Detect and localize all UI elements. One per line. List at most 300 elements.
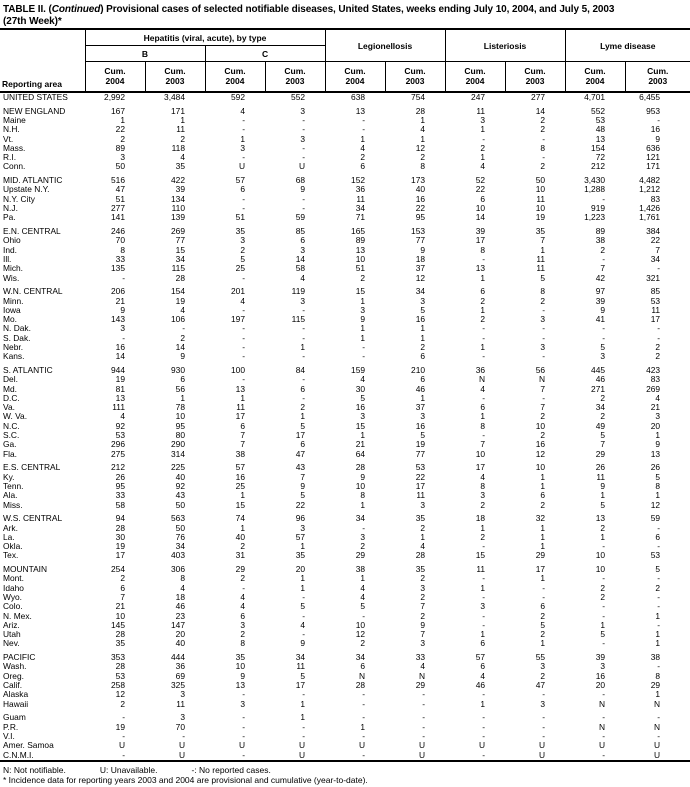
value-cell: 3	[540, 662, 546, 672]
value-cell: 201	[231, 287, 245, 297]
value-cell: 36	[475, 365, 486, 375]
table-row	[0, 431, 690, 440]
value-cell: 1	[420, 532, 426, 542]
table-row	[0, 681, 690, 690]
value-cell: -	[482, 592, 486, 602]
value-cell: 58	[115, 500, 125, 510]
value-cell: 2	[600, 583, 606, 593]
value-cell: -	[482, 611, 486, 621]
area-cell: Ariz.	[3, 620, 20, 630]
value-cell: 2	[120, 574, 125, 584]
value-cell: U	[598, 741, 606, 751]
value-cell: 1	[540, 472, 546, 482]
value-cell: -	[302, 115, 306, 125]
value-cell: -	[422, 731, 426, 741]
value-cell: 2	[540, 162, 546, 172]
value-cell: 17	[535, 565, 546, 575]
area-cell: Mass.	[3, 143, 26, 153]
value-cell: 6	[300, 384, 306, 394]
value-cell: 35	[235, 227, 245, 237]
area-cell: Kans.	[3, 352, 25, 362]
value-cell: U	[418, 750, 426, 760]
table-row	[0, 653, 690, 662]
value-cell: 15	[355, 421, 366, 431]
value-cell: -	[602, 690, 606, 700]
value-cell: 3	[360, 532, 366, 542]
table-row	[0, 662, 690, 671]
value-cell: -	[602, 731, 606, 741]
value-cell: 15	[235, 500, 245, 510]
value-cell: 51	[115, 194, 125, 204]
value-cell: 306	[171, 565, 185, 575]
table-row	[0, 473, 690, 482]
value-cell: 1	[360, 296, 366, 306]
value-cell: 5	[300, 421, 306, 431]
value-cell: 1	[480, 630, 486, 640]
value-cell: 34	[295, 653, 306, 663]
value-cell: 57	[475, 653, 486, 663]
value-cell: 11	[416, 491, 426, 501]
value-cell: 171	[171, 106, 185, 116]
value-cell: -	[657, 620, 661, 630]
value-cell: 42	[595, 273, 606, 283]
value-cell: -	[362, 523, 366, 533]
value-cell: 18	[175, 592, 185, 602]
value-cell: 4	[180, 583, 185, 593]
value-cell: 246	[111, 227, 125, 237]
value-cell: 21	[115, 296, 125, 306]
value-cell: 4	[480, 162, 486, 172]
area-cell: Minn.	[3, 296, 24, 306]
table-row	[0, 700, 690, 709]
value-cell: -	[657, 731, 661, 741]
header-cum-row	[0, 62, 690, 93]
value-cell: -	[362, 342, 366, 352]
area-cell: Utah	[3, 630, 21, 640]
value-cell: 84	[295, 365, 306, 375]
value-cell: 16	[115, 342, 125, 352]
value-cell: -	[302, 690, 306, 700]
value-cell: 247	[471, 92, 486, 102]
value-cell: 17	[415, 481, 426, 491]
value-cell: 9	[300, 481, 306, 491]
value-cell: 3	[120, 324, 125, 334]
value-cell: 19	[535, 213, 546, 223]
value-cell: 7	[120, 592, 125, 602]
value-cell: 6	[360, 662, 366, 672]
value-cell: -	[242, 690, 245, 700]
value-cell: 1	[300, 412, 306, 422]
value-cell: 29	[235, 565, 245, 575]
value-cell: 22	[295, 500, 306, 510]
value-cell: 33	[115, 491, 125, 501]
value-cell: 2	[360, 273, 366, 283]
column-header-cum-2004: Cum. 2004	[325, 62, 385, 93]
value-cell: 17	[235, 412, 245, 422]
value-cell: 5	[540, 273, 546, 283]
table-row	[0, 690, 690, 699]
value-cell: -	[302, 375, 306, 385]
value-cell: 4	[480, 472, 486, 482]
value-cell: 16	[595, 671, 606, 681]
value-cell: 121	[646, 153, 661, 163]
value-cell: 47	[115, 185, 125, 195]
value-cell: -	[542, 324, 546, 334]
value-cell: 83	[650, 194, 661, 204]
value-cell: 47	[535, 681, 546, 691]
value-cell: 57	[235, 463, 245, 473]
area-cell: S. ATLANTIC	[3, 365, 53, 375]
table-row	[0, 107, 690, 116]
value-cell: 944	[111, 365, 125, 375]
value-cell: 4	[480, 671, 486, 681]
value-cell: 173	[411, 176, 426, 186]
value-cell: 8	[420, 162, 426, 172]
value-cell: 3	[300, 523, 306, 533]
column-header-cum-2003: Cum. 2003	[145, 62, 205, 93]
value-cell: 1,288	[584, 185, 606, 195]
value-cell: N	[538, 375, 546, 385]
value-cell: 10	[535, 185, 546, 195]
value-cell: 4	[480, 384, 486, 394]
value-cell: 12	[415, 143, 426, 153]
value-cell: 4	[240, 296, 245, 306]
value-cell: -	[302, 393, 306, 403]
value-cell: 19	[175, 296, 185, 306]
value-cell: 7	[600, 264, 606, 274]
value-cell: N	[418, 671, 426, 681]
area-cell: Okla.	[3, 542, 23, 552]
value-cell: 6	[300, 236, 306, 246]
area-cell: Alaska	[3, 690, 29, 700]
value-cell: 1	[360, 134, 366, 144]
value-cell: 3	[600, 662, 606, 672]
value-cell: 16	[415, 194, 426, 204]
value-cell: 11	[296, 662, 306, 672]
value-cell: 11	[536, 254, 546, 264]
value-cell: 592	[231, 92, 245, 102]
value-cell: 17	[115, 551, 125, 561]
value-cell: 1	[480, 412, 486, 422]
value-cell: 20	[650, 421, 661, 431]
value-cell: 13	[355, 245, 366, 255]
footnote-incidence: * Incidence data for reporting years 2003 and 2004 are provisional and cumulative (year-to-date).	[3, 775, 368, 786]
footnote-unavailable: U: Unavailable.	[99, 764, 158, 775]
value-cell: -	[602, 333, 606, 343]
value-cell: U	[178, 750, 185, 760]
value-cell: 1	[240, 134, 245, 144]
value-cell: 1	[360, 500, 366, 510]
value-cell: 6	[480, 662, 486, 672]
value-cell: N	[653, 699, 661, 709]
value-cell: 3	[180, 713, 185, 723]
value-cell: 80	[175, 431, 185, 441]
value-cell: 1	[480, 273, 486, 283]
value-cell: -	[182, 731, 185, 741]
table-row	[0, 412, 690, 421]
value-cell: 21	[115, 602, 125, 612]
value-cell: 212	[591, 162, 606, 172]
value-cell: 422	[171, 176, 185, 186]
value-cell: 40	[415, 185, 426, 195]
value-cell: N	[478, 375, 486, 385]
value-cell: 9	[655, 440, 661, 450]
value-cell: 1,212	[639, 185, 661, 195]
value-cell: 51	[235, 213, 245, 223]
value-cell: 1	[420, 393, 426, 403]
value-cell: 10	[475, 449, 486, 459]
value-cell: -	[242, 731, 245, 741]
area-cell: La.	[3, 532, 15, 542]
value-cell: 33	[415, 653, 426, 663]
area-cell: R.I.	[3, 153, 17, 163]
value-cell: 2	[540, 412, 546, 422]
value-cell: -	[422, 690, 426, 700]
value-cell: -	[122, 333, 125, 343]
value-cell: -	[362, 713, 366, 723]
value-cell: 89	[595, 227, 606, 237]
value-cell: -	[122, 731, 125, 741]
value-cell: 4	[300, 273, 306, 283]
value-cell: -	[362, 115, 366, 125]
footnote-not-notifiable: N: Not notifiable.	[3, 764, 66, 775]
value-cell: 72	[595, 153, 606, 163]
value-cell: 20	[595, 681, 606, 691]
value-cell: 53	[115, 671, 125, 681]
value-cell: 9	[600, 481, 606, 491]
value-cell: -	[362, 750, 366, 760]
value-cell: 1	[655, 611, 661, 621]
value-cell: 3	[300, 134, 306, 144]
value-cell: 3	[540, 315, 546, 325]
value-cell: 70	[115, 236, 125, 246]
value-cell: 1	[540, 542, 546, 552]
value-cell: 9	[180, 352, 185, 362]
value-cell: 31	[235, 551, 245, 561]
value-cell: 4	[420, 662, 426, 672]
value-cell: 110	[171, 204, 185, 214]
value-cell: -	[657, 264, 661, 274]
value-cell: -	[482, 431, 486, 441]
value-cell: -	[422, 699, 426, 709]
disease-table	[0, 28, 690, 762]
area-cell: C.N.M.I.	[3, 750, 34, 760]
value-cell: 2	[300, 403, 306, 413]
column-group-listeriosis: Listeriosis	[445, 29, 565, 62]
area-cell: N.C.	[3, 421, 20, 431]
area-cell: Idaho	[3, 583, 24, 593]
value-cell: 6	[240, 421, 245, 431]
area-cell: NEW ENGLAND	[3, 106, 66, 116]
value-cell: -	[482, 574, 486, 584]
table-row	[0, 630, 690, 639]
value-cell: 10	[475, 204, 486, 214]
value-cell: 4	[360, 143, 366, 153]
value-cell: 17	[295, 431, 306, 441]
value-cell: 50	[535, 176, 546, 186]
value-cell: 92	[115, 421, 125, 431]
value-cell: 13	[475, 264, 486, 274]
area-cell: Ky.	[3, 472, 15, 482]
value-cell: -	[482, 254, 486, 264]
title-line1: TABLE II. (Continued) Provisional cases of selected notifiable diseases, United States, weeks ending July 10, 2004, and July 5, 2003	[3, 4, 615, 15]
value-cell: 2	[420, 611, 426, 621]
table-row	[0, 153, 690, 162]
value-cell: U	[178, 741, 185, 751]
value-cell: -	[182, 324, 185, 334]
value-cell: 2	[180, 134, 185, 144]
value-cell: 1	[655, 690, 661, 700]
value-cell: 1	[655, 630, 661, 640]
value-cell: 1	[480, 523, 486, 533]
value-cell: 2	[600, 412, 606, 422]
value-cell: 2	[540, 431, 546, 441]
value-cell: 59	[295, 213, 306, 223]
area-cell: Fla.	[3, 449, 17, 459]
value-cell: 8	[655, 671, 661, 681]
value-cell: 2	[360, 153, 366, 163]
value-cell: 2	[600, 592, 606, 602]
value-cell: 21	[650, 403, 661, 413]
value-cell: -	[657, 713, 661, 723]
value-cell: 8	[480, 245, 486, 255]
value-cell: 4	[180, 305, 185, 315]
area-cell: S. Dak.	[3, 333, 31, 343]
value-cell: 2	[540, 630, 546, 640]
value-cell: 423	[646, 365, 661, 375]
value-cell: N	[358, 671, 366, 681]
area-cell: Tex.	[3, 551, 19, 561]
value-cell: 85	[295, 227, 306, 237]
value-cell: 8	[180, 574, 185, 584]
value-cell: 296	[111, 440, 125, 450]
value-cell: -	[302, 333, 306, 343]
value-cell: 1	[360, 574, 366, 584]
area-cell: N. Mex.	[3, 611, 32, 621]
value-cell: 1	[240, 523, 245, 533]
column-header-cum-2003: Cum. 2003	[385, 62, 445, 93]
table-row	[0, 491, 690, 500]
value-cell: U	[358, 741, 366, 751]
value-cell: 5	[655, 565, 661, 575]
value-cell: 1	[360, 324, 366, 334]
value-cell: 53	[415, 463, 426, 473]
value-cell: 135	[111, 264, 125, 274]
value-cell: -	[657, 592, 661, 602]
value-cell: 445	[591, 365, 606, 375]
value-cell: 16	[650, 125, 661, 135]
title-line2: (27th Week)*	[3, 15, 62, 27]
table-row	[0, 542, 690, 551]
value-cell: 9	[300, 185, 306, 195]
area-cell: Wis.	[3, 273, 20, 283]
value-cell: 754	[411, 92, 426, 102]
table-row	[0, 274, 690, 283]
value-cell: 10	[355, 620, 366, 630]
value-cell: 3	[360, 305, 366, 315]
value-cell: 403	[171, 551, 185, 561]
value-cell: 7	[480, 440, 486, 450]
value-cell: 4	[240, 592, 245, 602]
table-row	[0, 584, 690, 593]
value-cell: 50	[115, 162, 125, 172]
value-cell: 1	[360, 722, 366, 732]
value-cell: 41	[595, 315, 606, 325]
value-cell: 16	[355, 403, 366, 413]
value-cell: 638	[351, 92, 366, 102]
value-cell: 4,482	[639, 176, 661, 186]
value-cell: -	[302, 194, 306, 204]
value-cell: 206	[111, 287, 125, 297]
value-cell: -	[362, 352, 366, 362]
value-cell: U	[298, 750, 306, 760]
area-cell: Iowa	[3, 305, 21, 315]
value-cell: -	[242, 722, 245, 732]
value-cell: 68	[295, 176, 306, 186]
value-cell: 34	[175, 542, 185, 552]
value-cell: 28	[355, 463, 366, 473]
table-row	[0, 297, 690, 306]
value-cell: 6	[300, 440, 306, 450]
value-cell: 1	[480, 342, 486, 352]
value-cell: 53	[115, 431, 125, 441]
value-cell: 33	[115, 254, 125, 264]
value-cell: -	[602, 602, 606, 612]
value-cell: 552	[591, 106, 606, 116]
value-cell: 36	[355, 185, 366, 195]
value-cell: 6	[480, 403, 486, 413]
value-cell: 1	[480, 583, 486, 593]
value-cell: 5	[300, 602, 306, 612]
value-cell: 77	[415, 236, 426, 246]
value-cell: 36	[175, 662, 185, 672]
value-cell: 56	[175, 384, 185, 394]
value-cell: -	[242, 194, 245, 204]
value-cell: 94	[115, 514, 125, 524]
area-cell: Maine	[3, 115, 26, 125]
value-cell: -	[362, 699, 366, 709]
area-cell: Pa.	[3, 213, 16, 223]
value-cell: 6	[240, 185, 245, 195]
value-cell: 9	[120, 305, 125, 315]
value-cell: 2	[420, 523, 426, 533]
value-cell: -	[482, 750, 486, 760]
value-cell: 9	[240, 671, 245, 681]
value-cell: 11	[176, 125, 185, 135]
value-cell: 28	[355, 681, 366, 691]
area-cell: Mich.	[3, 264, 24, 274]
value-cell: 2	[360, 542, 366, 552]
value-cell: 7	[655, 245, 661, 255]
value-cell: 28	[115, 662, 125, 672]
value-cell: 516	[111, 176, 125, 186]
value-cell: -	[542, 583, 546, 593]
value-cell: 39	[595, 296, 606, 306]
value-cell: 34	[650, 254, 661, 264]
value-cell: 28	[415, 551, 426, 561]
area-cell: Oreg.	[3, 671, 24, 681]
value-cell: 7	[300, 472, 306, 482]
table-row	[0, 92, 690, 102]
value-cell: 1,223	[584, 213, 606, 223]
value-cell: -	[542, 722, 546, 732]
area-cell: P.R.	[3, 722, 19, 732]
value-cell: 8	[540, 143, 546, 153]
value-cell: 6	[540, 602, 546, 612]
table-row	[0, 463, 690, 472]
value-cell: 22	[475, 185, 486, 195]
value-cell: -	[657, 542, 661, 552]
